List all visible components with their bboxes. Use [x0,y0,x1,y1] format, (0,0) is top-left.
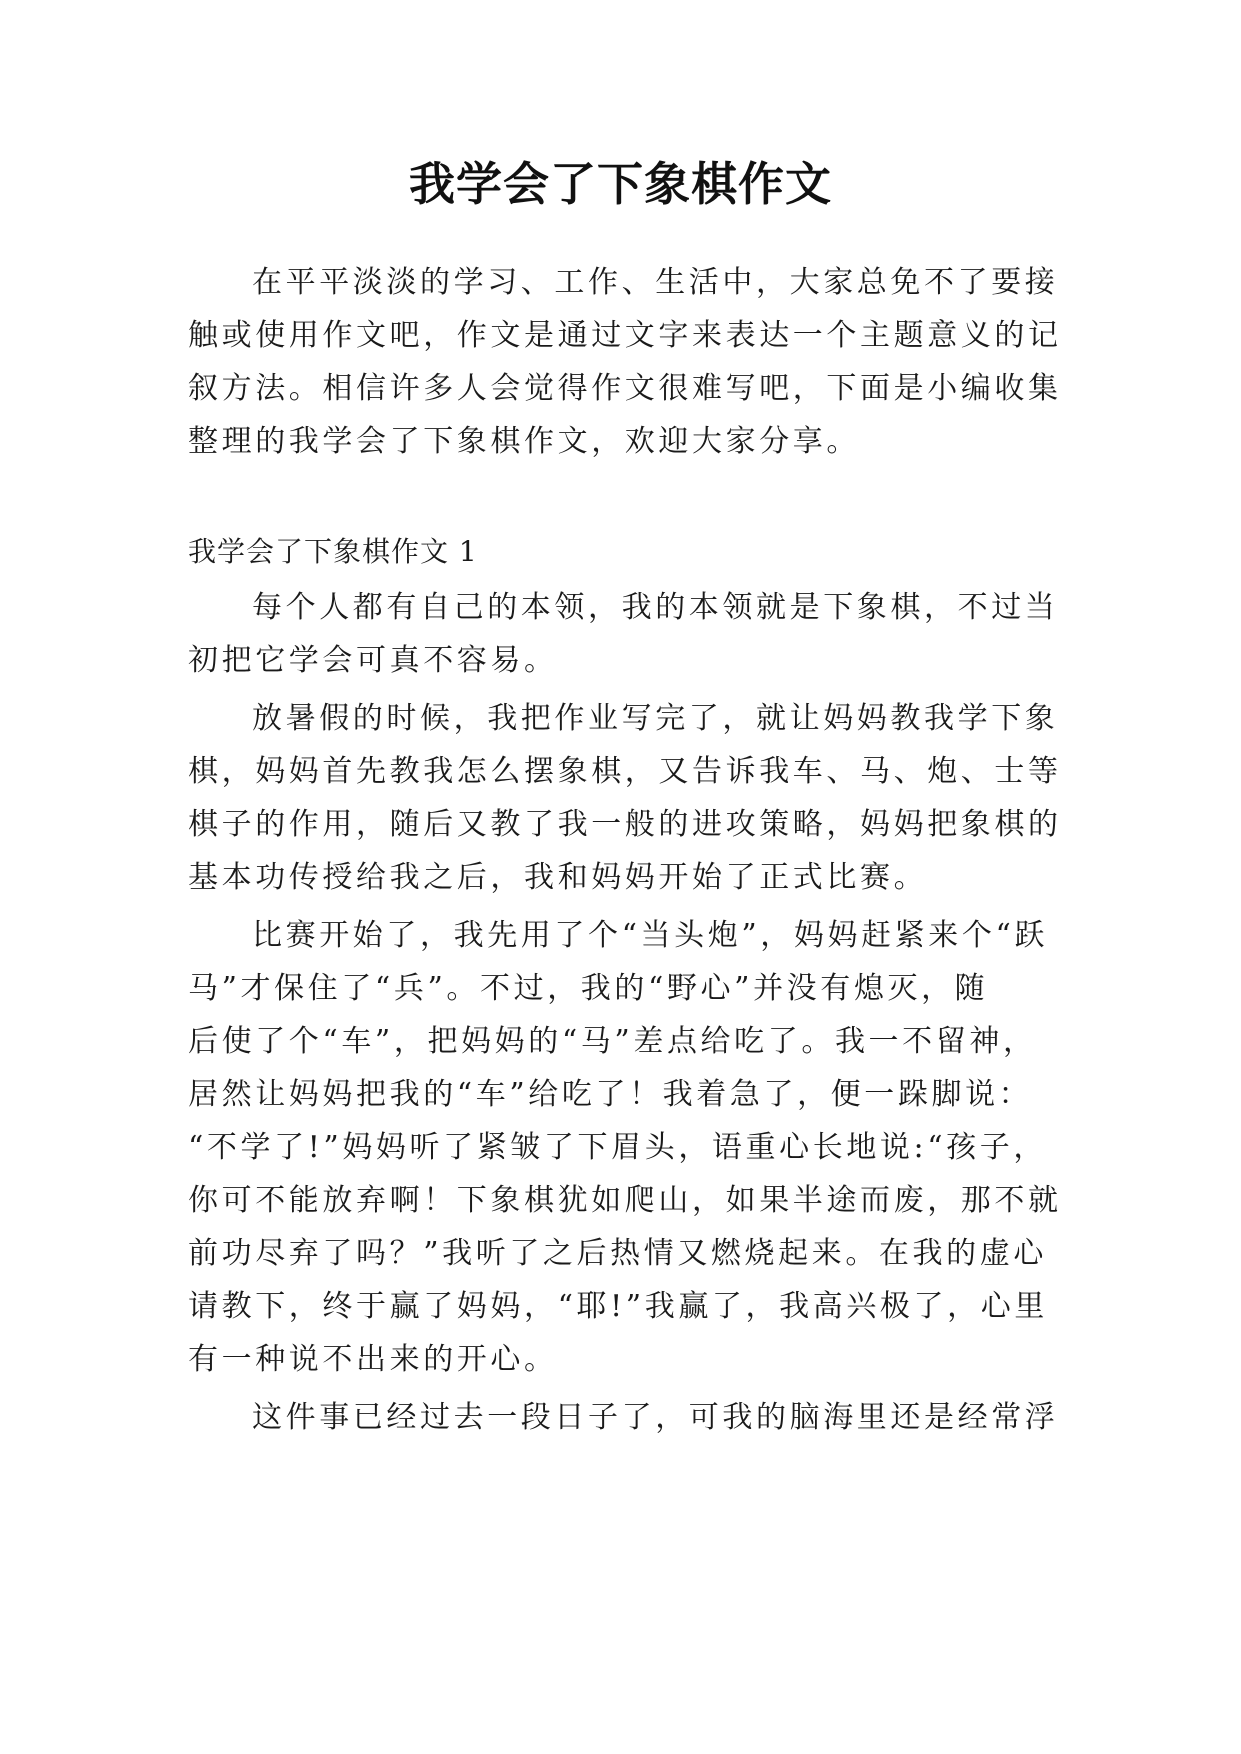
intro-line: 叙方法。相信许多人会觉得作文很难写吧，下面是小编收集 [188,371,1062,406]
body-line: 棋子的作用，随后又教了我一般的进攻策略，妈妈把象棋的 [188,807,1062,842]
body-line: 马”才保住了“兵”。不过，我的“野心”并没有熄灭，随 [188,971,989,1006]
intro-line: 整理的我学会了下象棋作文，欢迎大家分享。 [188,424,860,459]
intro-line: 在平平淡淡的学习、工作、生活中，大家总免不了要接 [252,265,1059,300]
body-line: “不学了!”妈妈听了紧皱了下眉头，语重心长地说:“孩子， [188,1130,1047,1165]
body-line: 这件事已经过去一段日子了，可我的脑海里还是经常浮 [252,1400,1059,1435]
section-heading: 我学会了下象棋作文 1 [188,535,478,568]
intro-line: 触或使用作文吧，作文是通过文字来表达一个主题意义的记 [188,318,1062,353]
body-line: 棋，妈妈首先教我怎么摆象棋，又告诉我车、马、炮、士等 [188,754,1062,789]
body-line: 你可不能放弃啊！下象棋犹如爬山，如果半途而废，那不就 [188,1183,1062,1218]
document-title: 我学会了下象棋作文 [409,157,832,211]
body-line: 前功尽弃了吗？”我听了之后热情又燃烧起来。在我的虚心 [188,1236,1047,1271]
body-line: 放暑假的时候，我把作业写完了，就让妈妈教我学下象 [252,701,1059,736]
body-line: 基本功传授给我之后，我和妈妈开始了正式比赛。 [188,860,928,895]
body-line: 后使了个“车”，把妈妈的“马”差点给吃了。我一不留神， [188,1024,1037,1059]
body-line: 比赛开始了，我先用了个“当头炮”，妈妈赶紧来个“跃 [252,918,1049,953]
body-line: 初把它学会可真不容易。 [188,643,558,678]
body-line: 请教下，终于赢了妈妈，“耶!”我赢了，我高兴极了，心里 [188,1289,1048,1324]
body-line: 每个人都有自己的本领，我的本领就是下象棋，不过当 [252,590,1059,625]
body-line: 居然让妈妈把我的“车”给吃了！我着急了，便一跺脚说： [188,1077,1033,1112]
body-line: 有一种说不出来的开心。 [188,1342,558,1377]
